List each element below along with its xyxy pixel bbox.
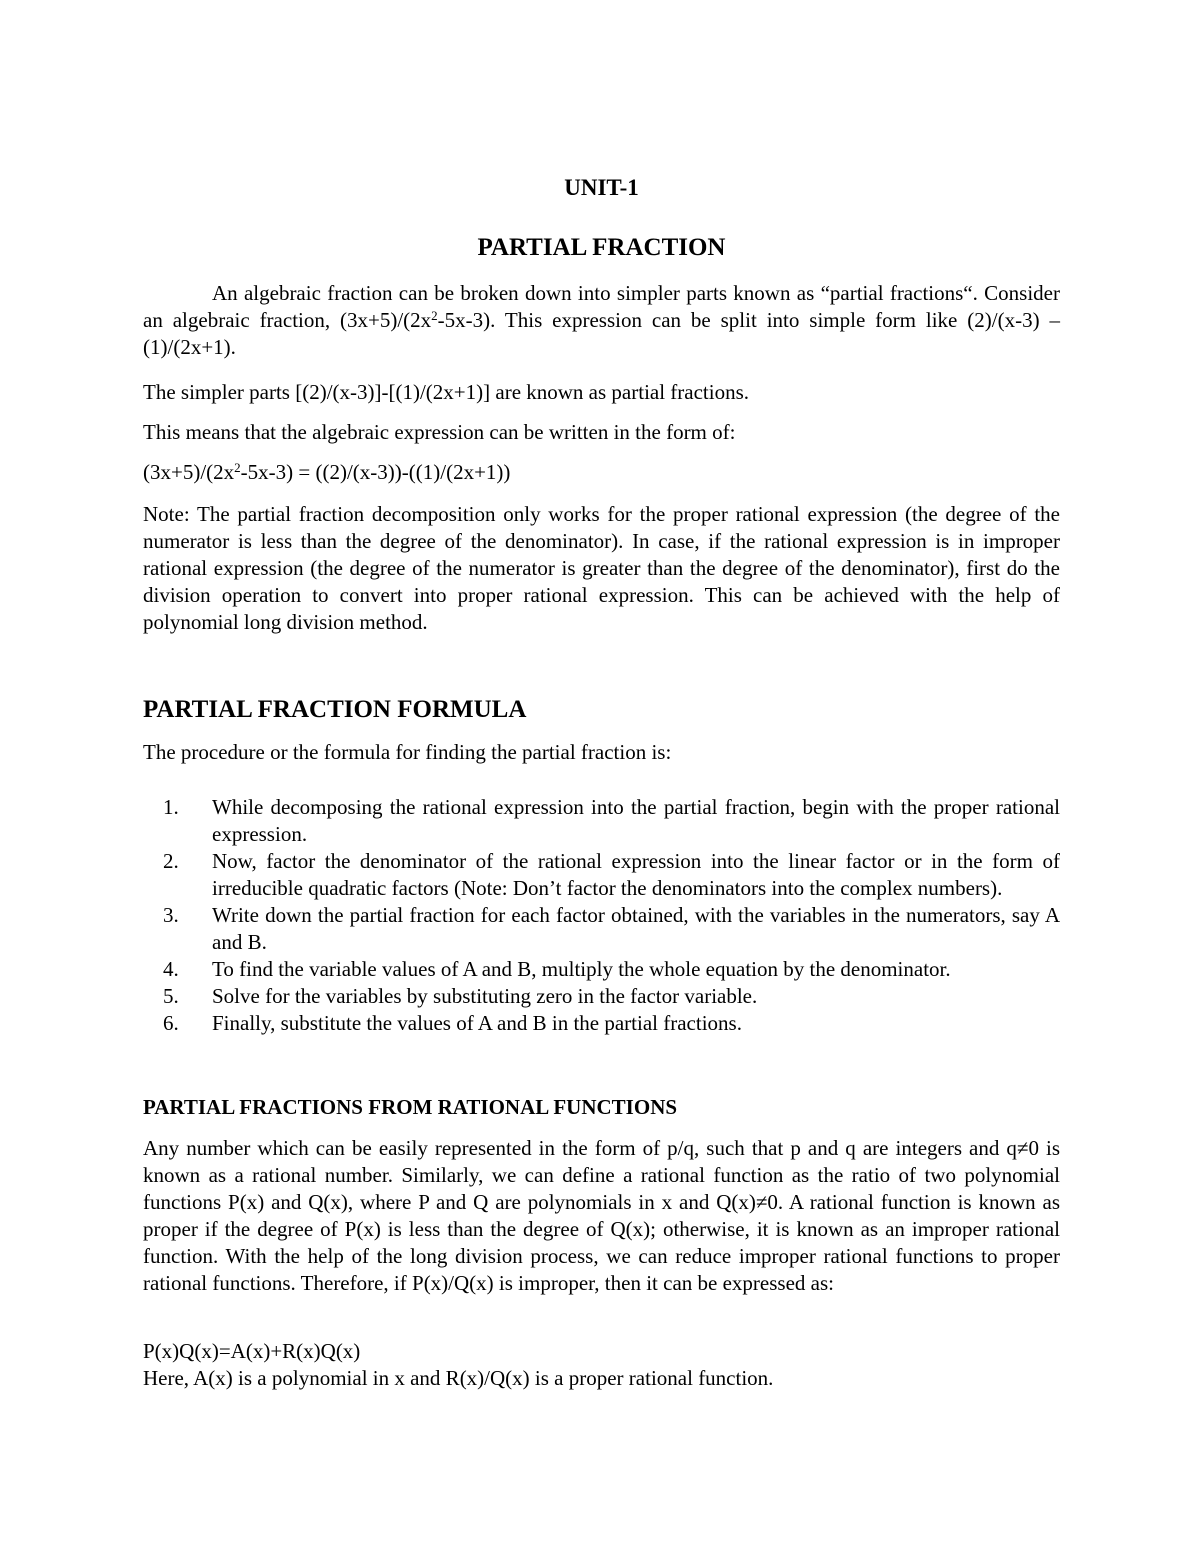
step-text: Write down the partial fraction for each factor obtained, with the variables in the numerators, say A and B.: [212, 903, 1060, 954]
rational-function-paragraph: Any number which can be easily represented in the form of p/q, such that p and q are integers and q≠0 is known as a rational number. Similarly, we can define a rational function as the ratio of two polynomial functions P(x) and Q(x), where P and Q are polynomials in x and Q(x)≠0. A rational function is known as proper if the degree of P(x) is less than the degree of Q(x); otherwise, it is known as an improper rational function. With the help of the long division process, we can reduce improper rational functions to proper rational functions. Therefore, if P(x)/Q(x) is improper, then it can be expressed as:: [143, 1136, 1060, 1295]
note-paragraph: Note: The partial fraction decomposition only works for the proper rational expression (the degree of the numerator is less than the degree of the denominator). In case, if the rational expression is in improper rational expression (the degree of the numerator is greater than the degree of the denominator), first do the division operation to convert into proper rational expression. This can be achieved with the help of polynomial long division method.: [143, 502, 1060, 634]
list-item: [143, 848, 1060, 902]
intro-paragraph: [143, 280, 1060, 361]
step-number: 5.: [163, 984, 179, 1008]
step-text: Finally, substitute the values of A and B in the partial fractions.: [212, 1011, 742, 1035]
step-number: 4.: [163, 957, 179, 981]
step-text: Now, factor the denominator of the rational expression into the linear factor or in the form of irreducible quadratic factors (Note: Don’t factor the denominators into the complex numbers).: [212, 849, 1060, 900]
step-number: 2.: [163, 849, 179, 873]
procedure-intro: The procedure or the formula for finding the partial fraction is:: [143, 740, 672, 764]
equation-end: -5x-3) = ((2)/(x-3))-((1)/(2x+1)): [240, 460, 511, 484]
step-number: 3.: [163, 903, 179, 927]
unit-title: UNIT-1: [564, 175, 639, 200]
list-item: [143, 983, 1060, 1010]
list-item: [143, 902, 1060, 956]
list-item: [143, 794, 1060, 848]
intro-exponent: 2: [431, 308, 438, 323]
page-title: PARTIAL FRACTION: [477, 234, 726, 261]
formula-section-heading: PARTIAL FRACTION FORMULA: [143, 696, 527, 723]
formula-explanation: Here, A(x) is a polynomial in x and R(x)/Q(x) is a proper rational function.: [143, 1366, 774, 1390]
equation-exponent: 2: [234, 460, 241, 475]
list-item: [143, 956, 1060, 983]
intro-text-start: An algebraic fraction can be broken down into simpler parts known as “partial fractions“. Consider an algebraic fraction, (3x+5)/(2x: [143, 281, 1060, 332]
step-text: To find the variable values of A and B, multiply the whole equation by the denominator.: [212, 957, 951, 981]
step-text: While decomposing the rational expression into the partial fraction, begin with the proper rational expression.: [212, 795, 1060, 846]
intro-text-end: -5x-3). This expression can be split into simple form like (2)/(x-3) – (1)/(2x+1).: [143, 308, 1060, 359]
simpler-parts-paragraph: The simpler parts [(2)/(x-3)]-[(1)/(2x+1)] are known as partial fractions.: [143, 380, 750, 404]
procedure-steps-list: [143, 794, 1060, 1037]
means-paragraph: This means that the algebraic expression can be written in the form of:: [143, 420, 736, 444]
decomposition-equation: [143, 459, 1060, 486]
step-number: 6.: [163, 1011, 179, 1035]
rational-section-heading: PARTIAL FRACTIONS FROM RATIONAL FUNCTIONS: [143, 1095, 678, 1119]
step-number: 1.: [163, 795, 179, 819]
list-item: [143, 1010, 1060, 1037]
rational-function-formula: P(x)Q(x)=A(x)+R(x)Q(x): [143, 1339, 361, 1363]
step-text: Solve for the variables by substituting zero in the factor variable.: [212, 984, 758, 1008]
equation-start: (3x+5)/(2x: [143, 460, 235, 484]
